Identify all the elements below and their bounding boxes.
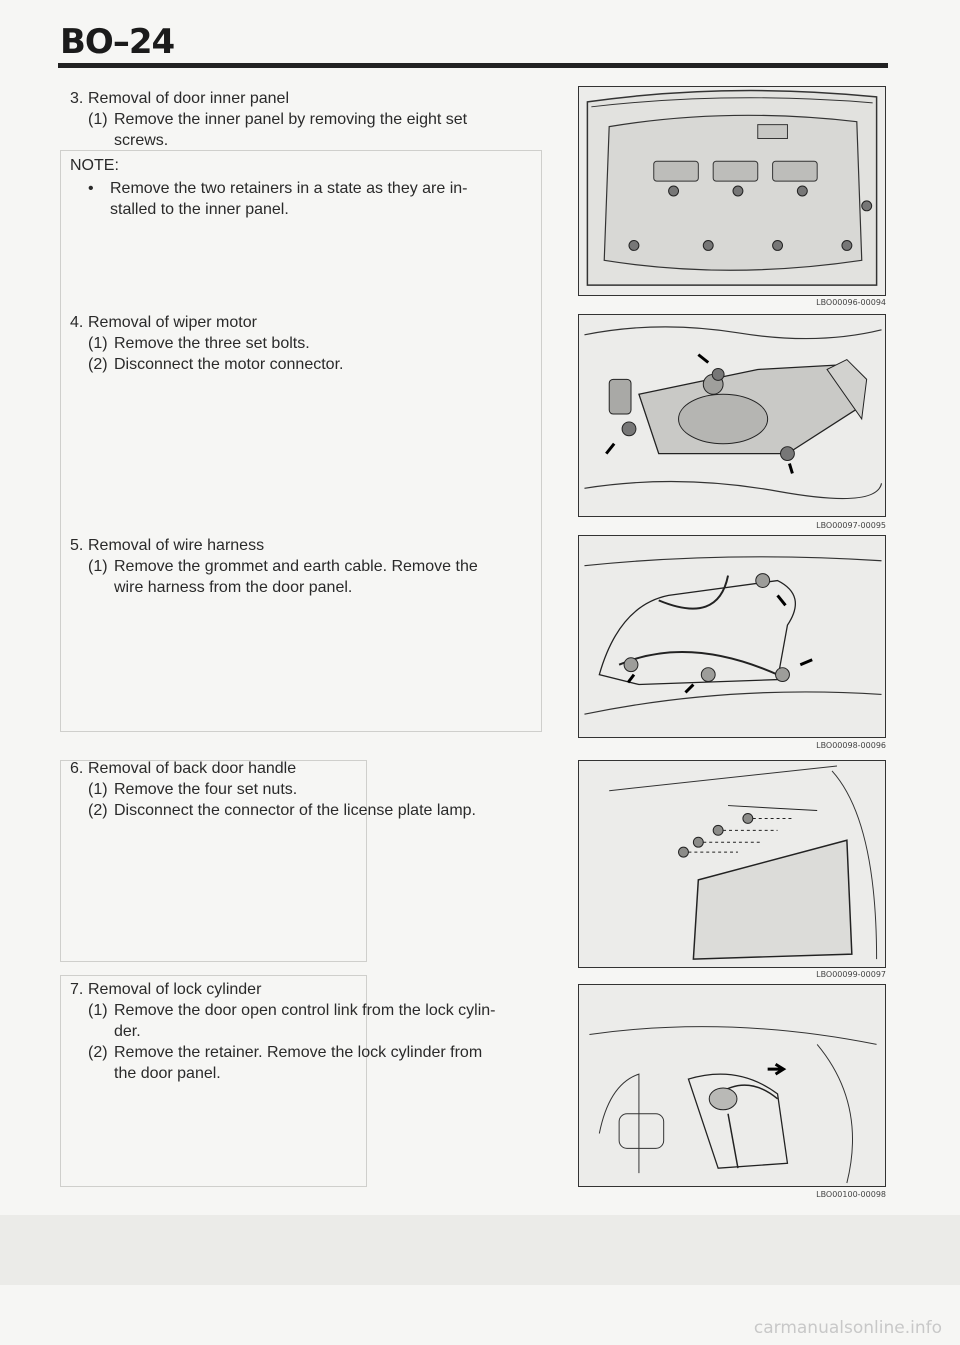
step bbox=[88, 779, 550, 800]
step-label: (1) bbox=[88, 335, 108, 352]
figure-lock-cylinder bbox=[578, 984, 886, 1187]
door-handle-illustration bbox=[579, 761, 885, 967]
figure-inner-panel bbox=[578, 86, 886, 296]
step-label: (1) bbox=[88, 1002, 108, 1019]
step-text: Disconnect the motor connector. bbox=[114, 356, 344, 373]
step-text: Remove the three set bolts. bbox=[114, 335, 310, 352]
step bbox=[88, 1042, 550, 1084]
step bbox=[88, 800, 550, 821]
step-label: (2) bbox=[88, 356, 108, 373]
section-7 bbox=[70, 979, 550, 1084]
step-label: (2) bbox=[88, 1044, 108, 1061]
step-text-cont: the door panel. bbox=[114, 1065, 221, 1082]
section-title: Removal of back door handle bbox=[88, 760, 297, 777]
step bbox=[88, 556, 550, 598]
section-title: Removal of wire harness bbox=[88, 537, 265, 554]
bullet-icon: • bbox=[88, 180, 94, 197]
note-label: NOTE: bbox=[70, 157, 119, 174]
step-label: (1) bbox=[88, 111, 108, 128]
step bbox=[88, 354, 550, 375]
section-number: 6. bbox=[70, 760, 84, 777]
figure-code: LBO00098-00096 bbox=[816, 741, 886, 750]
step-text-cont: der. bbox=[114, 1023, 141, 1040]
step-label: (1) bbox=[88, 781, 108, 798]
ghost-frame bbox=[60, 150, 542, 732]
step-text: Remove the retainer. Remove the lock cylinder from bbox=[114, 1044, 483, 1061]
figure-wire-harness bbox=[578, 535, 886, 738]
step-text: Remove the grommet and earth cable. Remove the bbox=[114, 558, 478, 575]
watermark[interactable]: carmanualsonline.info bbox=[753, 1318, 942, 1338]
step-text: Remove the four set nuts. bbox=[114, 781, 298, 798]
figure-wiper-motor bbox=[578, 314, 886, 517]
figure-code: LBO00100-00098 bbox=[816, 1190, 886, 1199]
scan-shadow-band bbox=[0, 1215, 960, 1285]
header-rule bbox=[58, 63, 888, 68]
page-id: BO–24 bbox=[60, 22, 175, 62]
figure-code: LBO00096-00094 bbox=[816, 298, 886, 307]
section-title: Removal of lock cylinder bbox=[88, 981, 262, 998]
step-text: Remove the inner panel by removing the eight set bbox=[114, 111, 468, 128]
figure-back-door-handle bbox=[578, 760, 886, 968]
step-text-cont: wire harness from the door panel. bbox=[114, 579, 353, 596]
section-number: 3. bbox=[70, 90, 84, 107]
section-title: Removal of door inner panel bbox=[88, 90, 290, 107]
step bbox=[88, 1000, 550, 1042]
section-number: 7. bbox=[70, 981, 84, 998]
step-text-cont: screws. bbox=[114, 132, 169, 149]
section-title: Removal of wiper motor bbox=[88, 314, 257, 331]
section-4 bbox=[70, 312, 550, 375]
note-text-cont: stalled to the inner panel. bbox=[110, 201, 289, 218]
figure-code: LBO00097-00095 bbox=[816, 521, 886, 530]
section-6 bbox=[70, 758, 550, 821]
note-bullet bbox=[88, 178, 550, 220]
step bbox=[88, 333, 550, 354]
inner-panel-illustration bbox=[579, 87, 885, 295]
step-label: (1) bbox=[88, 558, 108, 575]
step bbox=[88, 109, 550, 151]
section-number: 4. bbox=[70, 314, 84, 331]
step-text: Disconnect the connector of the license plate lamp. bbox=[114, 802, 476, 819]
step-label: (2) bbox=[88, 802, 108, 819]
step-text: Remove the door open control link from the lock cylin- bbox=[114, 1002, 496, 1019]
wiper-motor-illustration bbox=[579, 315, 885, 516]
section-3 bbox=[70, 88, 550, 220]
wire-harness-illustration bbox=[579, 536, 885, 737]
section-number: 5. bbox=[70, 537, 84, 554]
figure-code: LBO00099-00097 bbox=[816, 970, 886, 979]
note-text: Remove the two retainers in a state as they are in- bbox=[110, 180, 468, 197]
section-5 bbox=[70, 535, 550, 598]
lock-cylinder-illustration bbox=[579, 985, 885, 1186]
